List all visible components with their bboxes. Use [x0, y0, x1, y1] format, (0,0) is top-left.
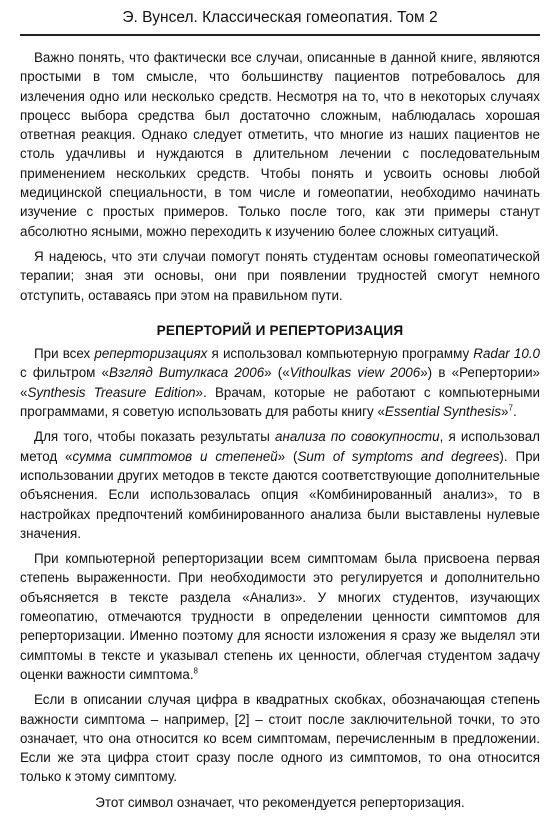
text-run: При компьютерной реперторизации всем симптомам была присвоена первая степень выраженности. При необходимости это регулируется и дополнительно объясняется в тексте раздела «Анализ». У многих студентов, изучающих гомеопатию, отмечаются трудности в определении ценности симптомов для реперторизации. Именно поэтому для ясности изложения я сразу же выделял эти симптомы в тексте и указывал степень их ценности, облегчая студентом задачу оценки важности симптома. [20, 551, 540, 682]
italic-term: сумма симптомов и степеней [72, 448, 278, 464]
footnote-ref[interactable]: 8 [193, 666, 198, 676]
text-run: » (« [264, 365, 290, 381]
italic-term: анализа по совокупности [275, 429, 440, 445]
text-run: я использовал компьютерную программу [207, 346, 474, 362]
text-run: ») в «Репертории» « [20, 365, 540, 400]
text-run: ». Врачам, которые не работают с компьютерными программами, я советую использовать для работы книгу « [20, 384, 540, 420]
paragraph-symbol-note: Этот символ означает, что рекомендуется реперторизация. [95, 794, 465, 810]
page-body [20, 48, 540, 818]
text-run: » ( [277, 448, 298, 464]
italic-term: Sum of symptoms and degrees [297, 448, 500, 464]
italic-term: Vithoulkas view 2006 [289, 365, 421, 381]
text-run: » [501, 404, 509, 420]
paragraph-hope: Я надеюсь, что эти случаи помогут понять студентам основы гомеопатической терапии; зная эти основы, они при появлении трудностей смогут немного отступить, оставаясь при этом на правильном пути. [20, 248, 540, 303]
italic-term: Essential Synthesis [384, 404, 502, 420]
text-run: с фильтром « [20, 365, 110, 381]
footnote-ref[interactable]: 7 [508, 403, 513, 413]
text-run: . [512, 404, 517, 420]
italic-term: Radar 10.0 [473, 346, 540, 362]
text-run: , я использовал метод « [20, 429, 540, 464]
paragraph-radar [20, 344, 540, 421]
header-divider [20, 34, 540, 36]
italic-term: Synthesis Treasure Edition [27, 384, 196, 400]
paragraph-analysis-method [20, 427, 540, 543]
text-run: Для того, чтобы показать результаты [34, 429, 276, 445]
paragraph-degrees [20, 549, 540, 684]
text-run: ). При использовании других методов в тексте даются соответствующие дополнительные объяснения. Если использовалась опция «Комбинированный анализ», то в настройках предпочтений комбинированного анализа были выставлены нулевые значения. [20, 448, 541, 541]
italic-term: реперторизациях [94, 346, 208, 362]
paragraph-intro: Важно понять, что фактически все случаи, описанные в данной книге, являются простыми в том смысле, что большинству пациентов потребовалось для излечения одно или несколько средств. Несмотря на то, что в некоторых случаях процесс выбора средства был достаточно сложным, наблюдалась хорошая ответная реакция. Однако следует отметить, что многие из наших пациентов не столь удачливы и нуждаются в длительном лечении с последовательным применением нескольких средств. Чтобы понять и усвоить основы любой медицинской специальности, в том числе и гомеопатии, необходимо начинать изучение с простых примеров. Только после того, как эти примеры станут абсолютно ясными, можно переходить к изучению более сложных ситуаций. [20, 50, 540, 239]
text-run: При всех [34, 346, 95, 362]
italic-term: Взгляд Витулкаса 2006 [109, 365, 265, 381]
section-title: РЕПЕРТОРИЙ И РЕПЕРТОРИЗАЦИЯ [156, 322, 404, 338]
running-header: Э. Вунсел. Классическая гомеопатия. Том 2 [122, 9, 438, 26]
paragraph-brackets: Если в описании случая цифра в квадратных скобках, обозначающая степень важности симптома – например, [2] – стоит после заключительной точки, то это означает, что она относится ко всем симптомам, перечисленным в предложении. Если же эта цифра стоит сразу после одного из симптомов, то она относится только к этому симптому. [20, 692, 540, 785]
